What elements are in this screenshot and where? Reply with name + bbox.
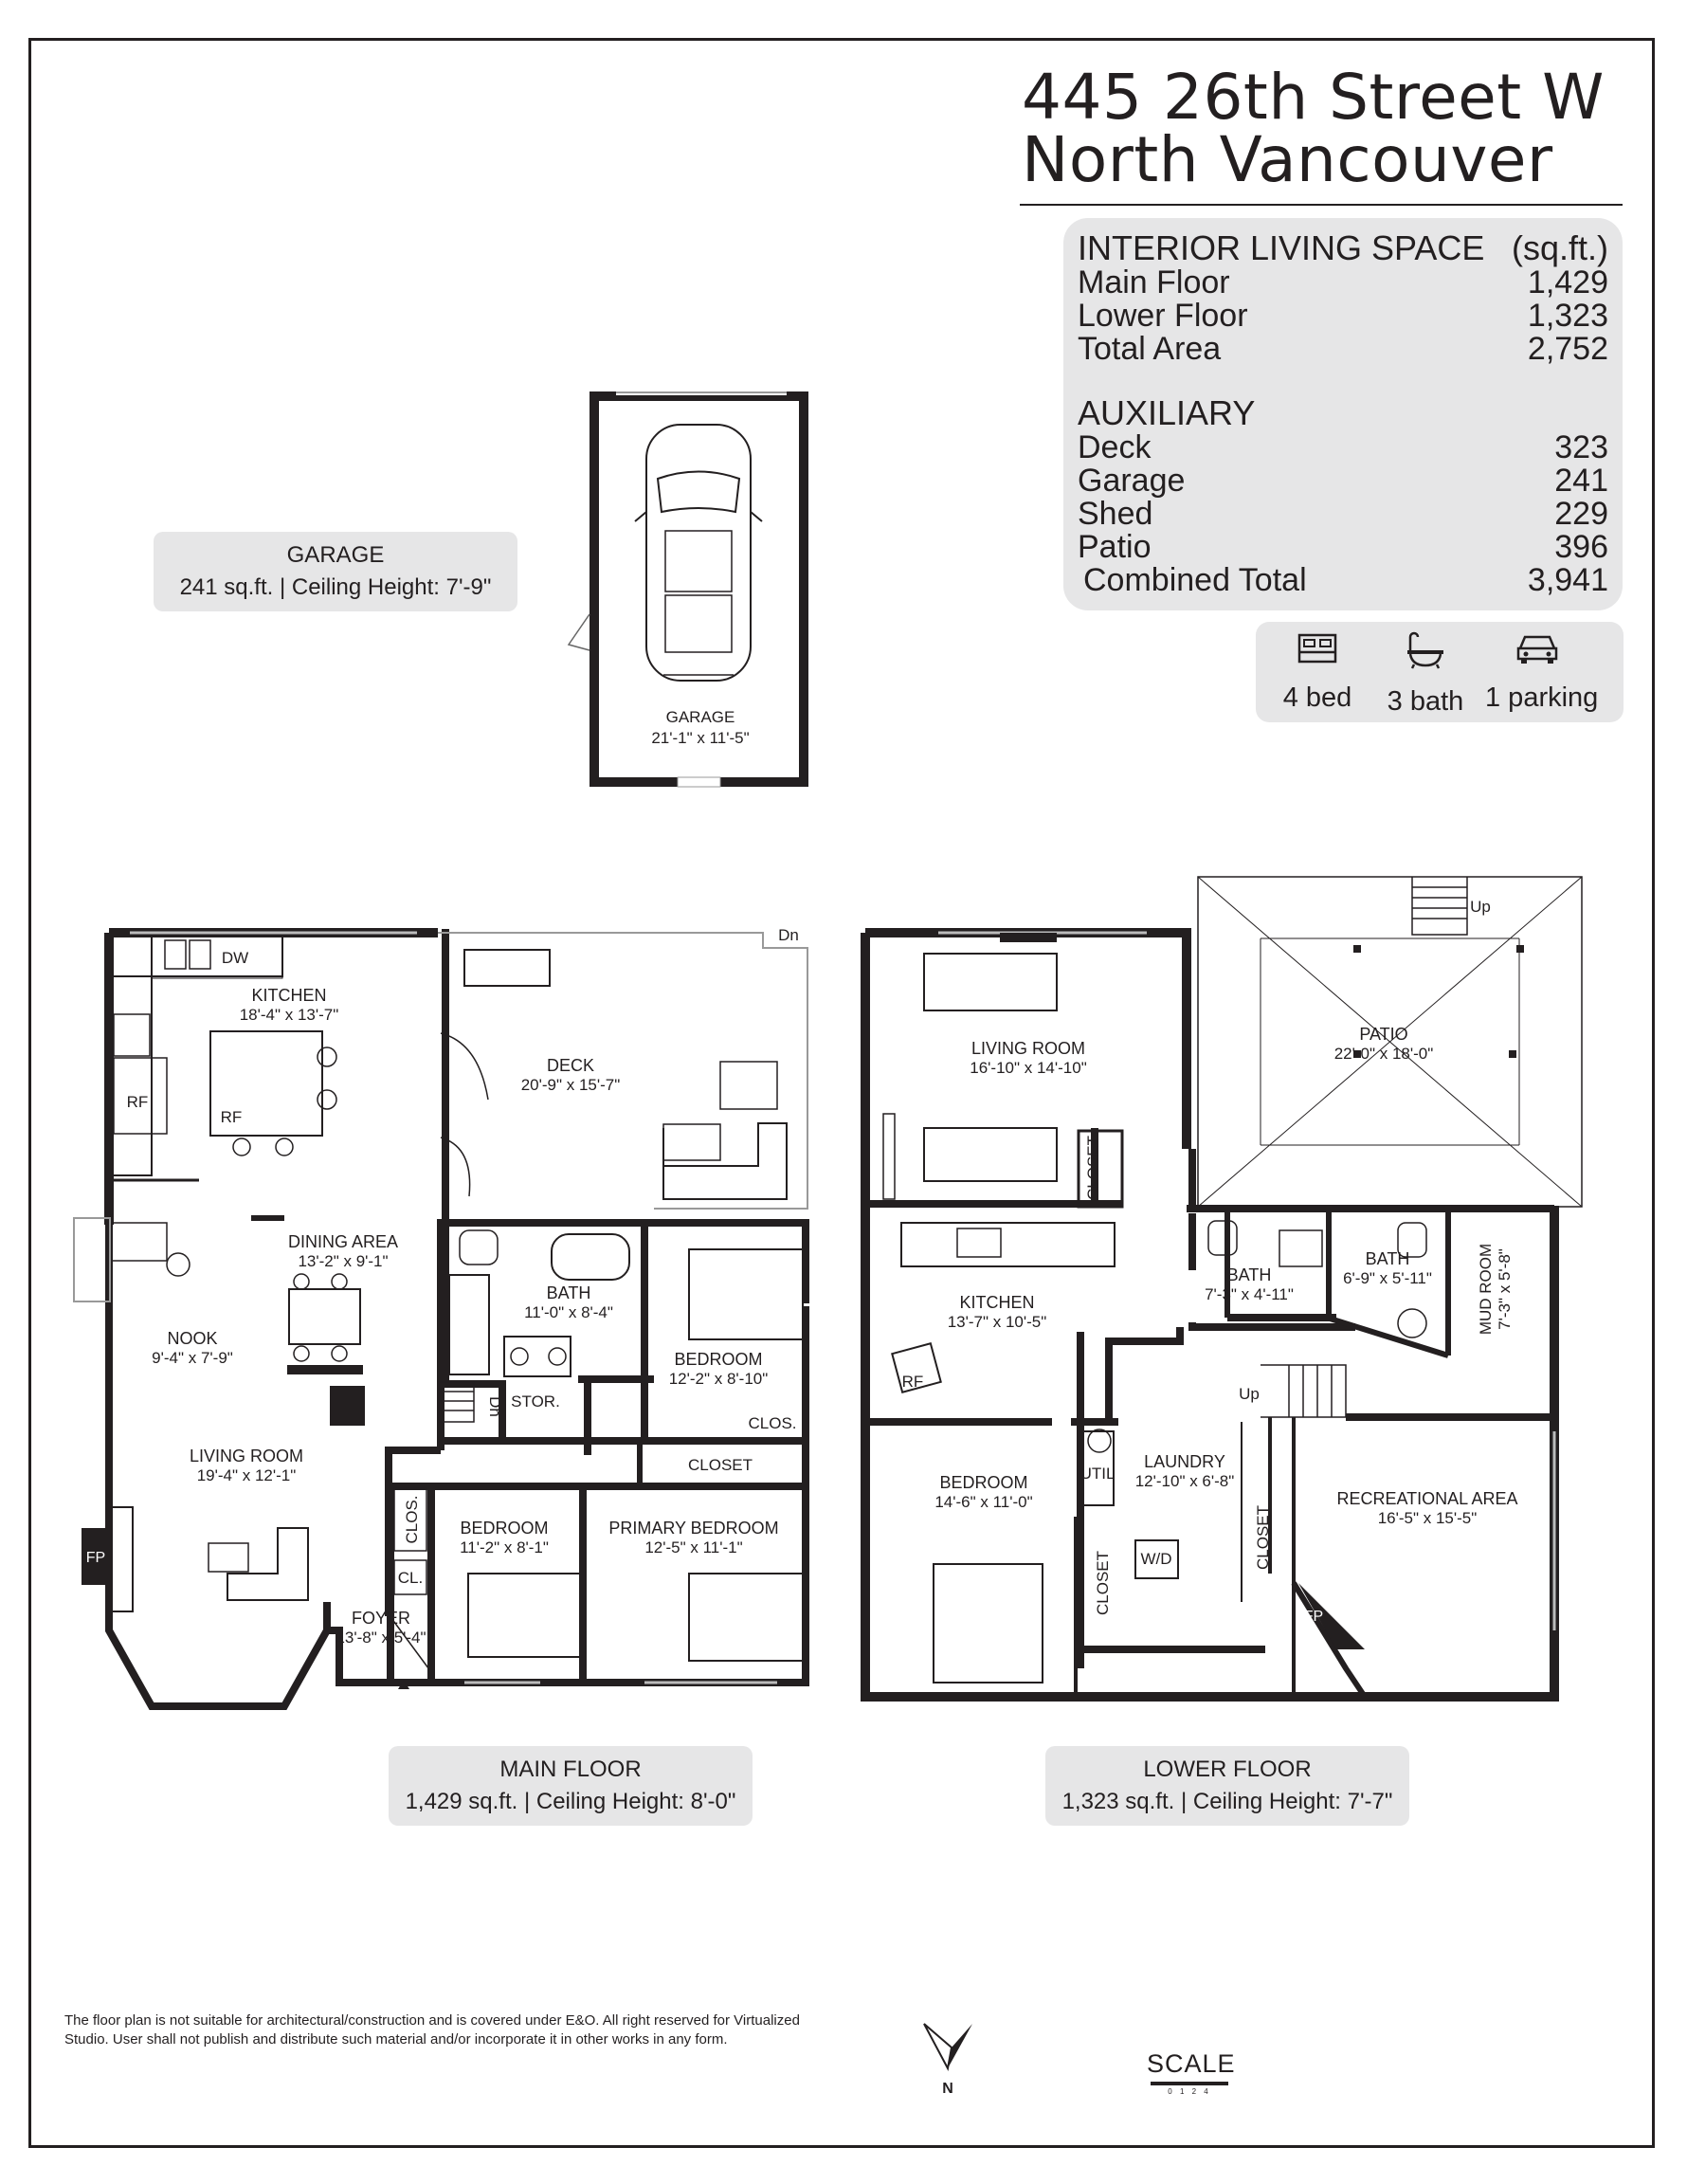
foyer-name: FOYER — [351, 1609, 411, 1628]
auxiliary-title: AUXILIARY — [1078, 393, 1256, 432]
bedroom-a-name: BEDROOM — [674, 1350, 763, 1369]
amenity-label: 1 parking — [1485, 682, 1599, 713]
lower-bath2-name: BATH — [1365, 1249, 1410, 1268]
stairs-down-label: Dn — [486, 1396, 504, 1417]
row-value: 241 — [1554, 463, 1608, 499]
lower-kitchen-name: KITCHEN — [959, 1293, 1035, 1312]
main-bath-name: BATH — [546, 1283, 591, 1302]
caption-title: LOWER FLOOR — [1143, 1756, 1312, 1782]
nook-dims: 9'-4" x 7'-9" — [152, 1349, 233, 1367]
nook-name: NOOK — [167, 1329, 218, 1348]
foyer-closet-label: CLOS. — [403, 1495, 421, 1544]
patio-stairs-up: Up — [1470, 898, 1491, 916]
main-kitchen-dims: 18'-4" x 13'-7" — [239, 1006, 339, 1024]
north-arrow-icon — [924, 2024, 972, 2097]
main-living-dims: 19'-4" x 12'-1" — [196, 1466, 297, 1484]
patio-dims: 22'-0" x 18'-0" — [1333, 1045, 1434, 1063]
small-closet-label: CL. — [397, 1569, 424, 1587]
patio-name: PATIO — [1359, 1025, 1408, 1044]
lower-bath1-name: BATH — [1226, 1265, 1272, 1284]
main-kitchen-name: KITCHEN — [251, 986, 327, 1005]
caption-detail: 1,429 sq.ft. | Ceiling Height: 8'-0" — [405, 1789, 736, 1814]
lower-bedroom-dims: 14'-6" x 11'-0" — [934, 1493, 1033, 1511]
lower-bedroom-name: BEDROOM — [939, 1473, 1028, 1492]
garage-room-name: GARAGE — [665, 708, 735, 726]
disclaimer: The floor plan is not suitable for architectural/construction and is covered under E&O. All right reserved for Virtualized Studio. User shall not publish and distribute such material and/or incorporate it in other works in any form. — [64, 2012, 800, 2048]
row-label: Total Area — [1078, 331, 1222, 367]
utility-label: UTIL — [1079, 1465, 1116, 1483]
interior-title: INTERIOR LIVING SPACE — [1078, 228, 1485, 267]
caption-detail: 241 sq.ft. | Ceiling Height: 7'-9" — [179, 574, 492, 600]
amenity-label: 4 bed — [1282, 682, 1352, 713]
deck-dims: 20'-9" x 15'-7" — [520, 1076, 621, 1094]
car-top-view — [635, 425, 762, 681]
lower-bath2-dims: 6'-9" x 5'-11" — [1343, 1269, 1432, 1287]
scale-bar — [1151, 2082, 1228, 2085]
row-value: 2,752 — [1527, 331, 1608, 367]
dining-name: DINING AREA — [287, 1232, 399, 1251]
row-value: 323 — [1554, 429, 1608, 465]
row-value: 396 — [1554, 529, 1608, 565]
washer-dryer-label: W/D — [1140, 1550, 1172, 1568]
deck-stairs-down: Dn — [778, 926, 799, 944]
dishwasher-label: DW — [221, 949, 249, 967]
rec-area-dims: 16'-5" x 15'-5" — [1377, 1509, 1478, 1527]
fridge-island-label: RF — [220, 1108, 243, 1126]
row-value: 3,941 — [1527, 562, 1608, 598]
laundry-name: LAUNDRY — [1144, 1452, 1225, 1471]
scale-ticks: 0 1 2 4 — [1168, 2087, 1211, 2096]
primary-bedroom-name: PRIMARY BEDROOM — [608, 1519, 779, 1538]
main-bath-dims: 11'-0" x 8'-4" — [524, 1303, 613, 1321]
primary-closet-label: CLOSET — [687, 1456, 753, 1474]
bedroom-closet-label: CLOSET — [1094, 1550, 1112, 1616]
lower-living-name: LIVING ROOM — [970, 1039, 1086, 1058]
primary-bedroom-dims: 12'-5" x 11'-1" — [644, 1538, 743, 1556]
laundry-dims: 12'-10" x 6'-8" — [1134, 1472, 1235, 1490]
caption-title: MAIN FLOOR — [499, 1756, 642, 1782]
foyer-dims: 13'-8" x 5'-4" — [336, 1629, 426, 1647]
caption-title: GARAGE — [286, 542, 385, 568]
mudroom-name: MUD ROOM — [1477, 1243, 1495, 1336]
dining-dims: 13'-2" x 9'-1" — [298, 1252, 389, 1270]
scale-title: SCALE — [1147, 2049, 1236, 2078]
north-label: N — [942, 2081, 953, 2097]
lower-floor-labels — [902, 898, 1518, 1625]
scale-legend — [1147, 2049, 1236, 2096]
row-label: Garage — [1078, 463, 1186, 499]
lower-bath1-dims: 7'-3" x 4'-11" — [1205, 1285, 1294, 1303]
rec-area-name: RECREATIONAL AREA — [1336, 1489, 1518, 1508]
bedroom-a-dims: 12'-2" x 8'-10" — [668, 1370, 769, 1388]
storage-label: STOR. — [511, 1392, 560, 1410]
garage-plan — [569, 390, 804, 787]
main-living-name: LIVING ROOM — [189, 1447, 304, 1465]
lower-living-dims: 16'-10" x 14'-10" — [970, 1059, 1087, 1077]
bedroom-b-name: BEDROOM — [460, 1519, 549, 1538]
laundry-closet-label: CLOSET — [1254, 1504, 1272, 1571]
lower-fridge-label: RF — [901, 1373, 924, 1391]
row-value: 229 — [1554, 496, 1608, 532]
address-line-2: North Vancouver — [1022, 123, 1553, 196]
fireplace-label: FP — [85, 1550, 106, 1566]
bedroom-b-dims: 11'-2" x 8'-1" — [460, 1538, 549, 1556]
row-label: Combined Total — [1083, 562, 1307, 598]
lower-fireplace-label: FP — [1303, 1609, 1324, 1625]
row-label: Deck — [1078, 429, 1152, 465]
deck-name: DECK — [546, 1056, 595, 1075]
lower-kitchen-dims: 13'-7" x 10'-5" — [947, 1313, 1047, 1331]
stairs-up-label: Up — [1239, 1385, 1260, 1403]
row-label: Patio — [1078, 529, 1152, 565]
address-line-1: 445 26th Street W — [1022, 61, 1605, 134]
interior-unit: (sq.ft.) — [1511, 228, 1608, 267]
row-label: Shed — [1078, 496, 1153, 532]
row-value: 1,429 — [1527, 264, 1608, 300]
garage-room-dims: 21'-1" x 11'-5" — [651, 729, 750, 747]
living-closet-label: CLOSET — [1084, 1135, 1102, 1201]
row-label: Lower Floor — [1078, 298, 1248, 334]
fridge-label: RF — [126, 1093, 149, 1111]
amenity-label: 3 bath — [1387, 686, 1464, 717]
bedroom-closet-label: CLOS. — [748, 1414, 797, 1432]
row-value: 1,323 — [1527, 298, 1608, 334]
caption-detail: 1,323 sq.ft. | Ceiling Height: 7'-7" — [1061, 1789, 1393, 1814]
mudroom-dims: 7'-3" x 5'-8" — [1496, 1248, 1514, 1330]
row-label: Main Floor — [1078, 264, 1230, 300]
main-floor-plan — [74, 929, 807, 1706]
